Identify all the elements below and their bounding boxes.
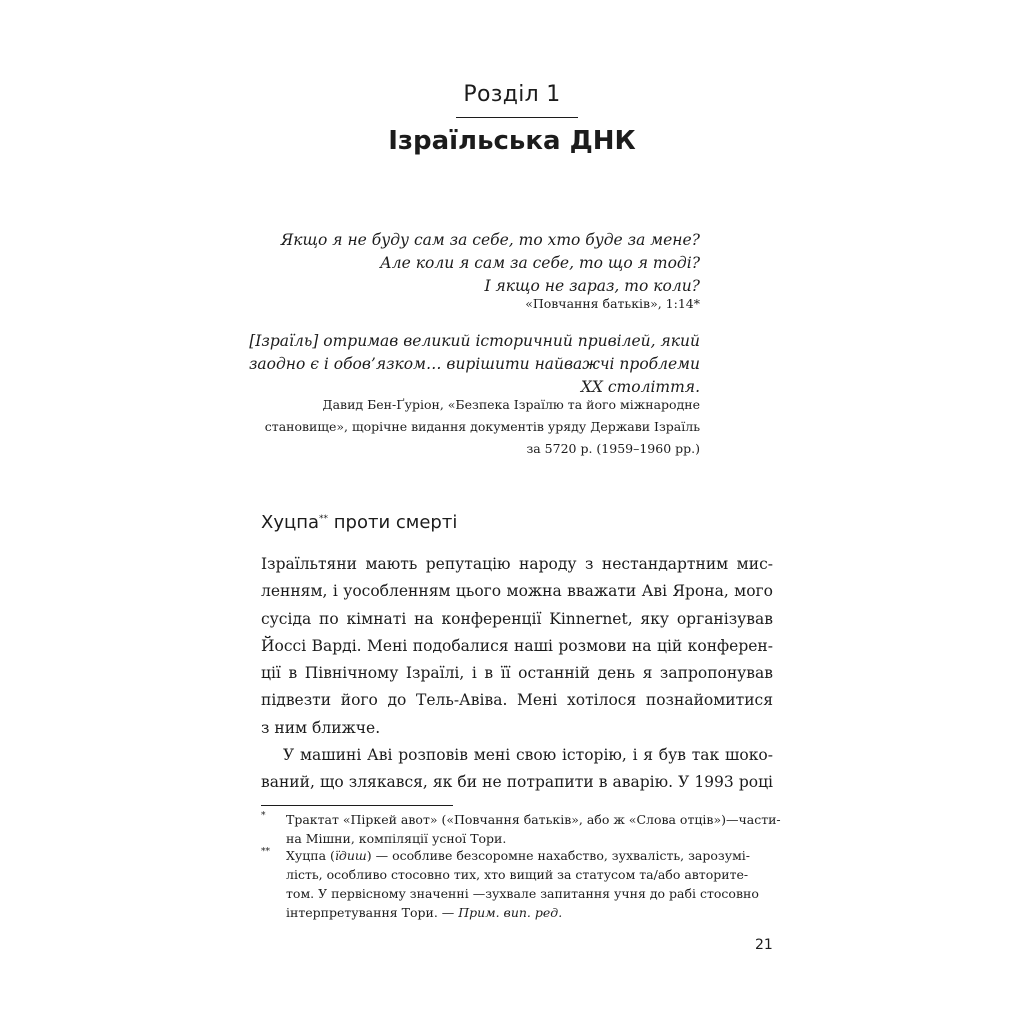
body-line: У машині Аві розповів мені свою історію, і я був так шоко- [283, 746, 773, 765]
chapter-label: Розділ 1 [463, 82, 561, 107]
footnote-line: том. У первісному значенні —зухвале запитання учня до рабі стосовно [286, 886, 759, 901]
footnote-language: їдиш [334, 848, 367, 863]
section-heading [261, 512, 457, 533]
body-line: з ним ближче. [261, 718, 381, 737]
footnote-line: на Мішни, компіляції усної Тори. [286, 831, 507, 846]
body-line: підвезти його до Тель-Авіва. Мені хотілося познайомитися [261, 691, 773, 710]
body-line: Ізраїльтяни мають репутацію народу з нестандартним мис- [261, 555, 773, 573]
footnote-ref[interactable]: ** [319, 514, 329, 524]
epigraph-source [265, 394, 700, 460]
footnote-mark: * [261, 811, 266, 821]
footnote-mark: ** [261, 847, 270, 857]
footnote [261, 846, 773, 922]
footnote [261, 810, 781, 848]
epigraph-source-line: становище», щорічне видання документів уряду Держави Ізраїль [264, 419, 700, 434]
epigraph-line: заодно є і обов’язком… вирішити найважчі проблеми [248, 355, 700, 373]
footnote-divider [261, 805, 453, 806]
footnote-line [286, 846, 773, 865]
chapter-title: Ізраїльська ДНК [388, 126, 636, 156]
epigraph-line: XX століття. [580, 378, 700, 396]
body-line: ваний, що злякався, як би не потрапити в аварію. У 1993 році [261, 773, 773, 792]
footnote-line: Трактат «Піркей авот» («Повчання батьків», або ж «Слова отців»)—части- [286, 812, 781, 827]
footnote-text: ) — особливе безсоромне нахабство, зухвалість, зарозумі- [366, 848, 751, 863]
body-line: ції в Північному Ізраїлі, і в її останній день я запропонував [261, 664, 773, 683]
epigraph-source-line: за 5720 р. (1959–1960 рр.) [526, 441, 700, 456]
footnote-text: інтерпретування Тори. — [286, 905, 459, 920]
footnote-editor-note: Прим. вип. ред. [458, 905, 563, 920]
page-number: 21 [755, 937, 773, 953]
section-heading-word: Хуцпа [261, 512, 320, 533]
body-text [261, 551, 773, 797]
footnote-line: лість, особливо стосовно тих, хто вищий за статусом та/або авторите- [286, 867, 749, 882]
section-heading-rest: проти смерті [328, 512, 458, 533]
epigraph-line: Але коли я сам за себе, то що я тоді? [380, 254, 700, 272]
body-line: ленням, і уособленням цього можна вважати Аві Ярона, мого [261, 582, 773, 601]
epigraph-line: І якщо не зараз, то коли? [484, 277, 700, 295]
epigraph-source [525, 293, 700, 315]
epigraph-quote [249, 330, 700, 399]
epigraph-source-line: Давид Бен-Ґуріон, «Безпека Ізраїлю та його міжнародне [322, 397, 700, 412]
epigraph-source-line: «Повчання батьків», 1:14* [525, 296, 700, 311]
epigraph-line: [Ізраїль] отримав великий історичний привілей, який [249, 332, 700, 350]
epigraph-line: Якщо я не буду сам за себе, то хто буде за мене? [280, 231, 700, 249]
chapter-divider [456, 117, 578, 118]
body-line: сусіда по кімнаті на конференції Kinnernet, яку організував [261, 609, 773, 628]
footnote-text: Хуцпа ( [286, 848, 335, 863]
footnote-line [286, 903, 773, 922]
body-line: Йоссі Варді. Мені подобалися наші розмови на цій конферен- [261, 636, 773, 655]
epigraph-quote [281, 229, 700, 298]
